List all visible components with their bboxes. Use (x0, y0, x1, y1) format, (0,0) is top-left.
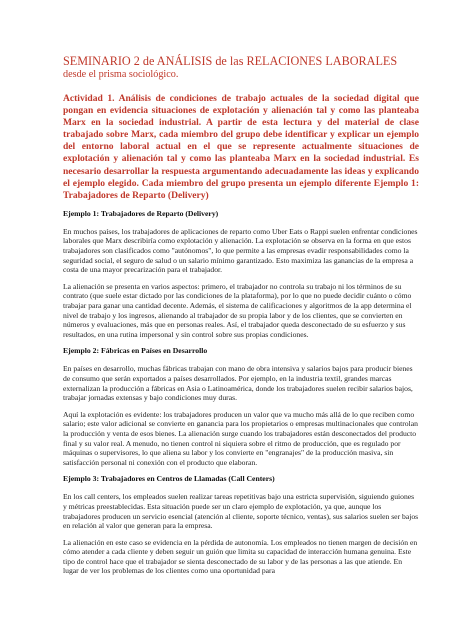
document-title: SEMINARIO 2 de ANÁLISIS de las RELACIONES LABORALES (63, 54, 398, 68)
example-1-paragraph-2: La alienación se presenta en varios aspectos: primero, el trabajador no controla su trabajo ni los términos de su contrato (que suele estar dictado por las condiciones de la plataforma), por lo que no puede decidir cuánto o cómo trabajar para ganar una cantidad decente. Además, el sistema de calificaciones y algoritmos de la app determina el nivel de trabajo y los ingresos, alienando al trabajador de su propia labor y de los clientes, que se convierten en números y evaluaciones, más que en personas reales. Así, el trabajador queda desconectado de su esfuerzo y sus resultados, en una rutina impersonal y sin control sobre sus propias condiciones. (63, 281, 412, 339)
example-3-paragraph-2: La alienación en este caso se evidencia en la pérdida de autonomía. Los empleados no tienen margen de decisión en cómo atender a cada cliente y deben seguir un guión que limita su capacidad de interacción humana genuina. Este tipo de control hace que el trabajador se sienta desconectado de su labor y de las personas a las que atiende. En lugar de ver los problemas de los clientes como una oportunidad para (63, 537, 418, 576)
activity-instructions: Actividad 1. Análisis de condiciones de trabajo actuales de la sociedad digital que pongan en evidencia situaciones de explotación y alienación tal y como las planteaba Marx en la sociedad industrial. A partir de esta lectura y del material de clase trabajado sobre Marx, cada miembro del grupo debe identificar y explicar un ejemplo del entorno laboral actual en el que se represente actualmente situaciones de explotación y alienación tal y como las planteaba Marx en la sociedad industrial. Es necesario desarrollar la respuesta argumentando adecuadamente las ideas y explicando el ejemplo elegido. Cada miembro del grupo presenta un ejemplo diferente Ejemplo 1: Trabajadores de Reparto (Delivery) (63, 93, 419, 201)
example-1-paragraph-1: En muchos países, los trabajadores de aplicaciones de reparto como Uber Eats o Rappi suelen enfrentar condiciones laborales que Marx describiría como explotación y alienación. La explotación se observa en la forma en que estos trabajadores son clasificados como "autónomos", lo que permite a las empresas evadir responsabilidades como la seguridad social, el seguro de salud o un salario mínimo garantizado. Esto maximiza las ganancias de la empresa a costa de una mayor precarización para el trabajador. (63, 226, 418, 275)
example-1-heading: Ejemplo 1: Trabajadores de Reparto (Delivery) (63, 208, 219, 218)
example-3-paragraph-1: En los call centers, los empleados suelen realizar tareas repetitivas bajo una estricta supervisión, siguiendo guiones y métricas preestablecidas. Esta situación puede ser un claro ejemplo de explotación, ya que, aunque los trabajadores producen un servicio esencial (atención al cliente, soporte técnico, ventas), sus salarios suelen ser bajos en relación al valor que generan para la empresa. (63, 492, 419, 531)
example-2-paragraph-1: En países en desarrollo, muchas fábricas trabajan con mano de obra intensiva y salarios bajos para producir bienes de consumo que serán exportados a países desarrollados. Por ejemplo, en la industria textil, grandes marcas externalizan la producción a fábricas en Asia o Latinoamérica, donde los trabajadores suelen recibir salarios bajos, trabajar jornadas extensas y bajo condiciones muy duras. (63, 364, 413, 403)
document-content (63, 54, 419, 583)
example-3-heading: Ejemplo 3: Trabajadores en Centros de Llamadas (Call Centers) (63, 474, 275, 484)
example-2-heading: Ejemplo 2: Fábricas en Países en Desarrollo (63, 346, 208, 356)
example-2-paragraph-2: Aquí la explotación es evidente: los trabajadores producen un valor que va mucho más allá de lo que reciben como salario; este valor adicional se convierte en ganancia para los propietarios o empresas multinacionales que controlan la producción y venta de esos bienes. La alienación surge cuando los trabajadores están desconectados del producto final y su valor real. A menudo, no tienen control ni siquiera sobre el ritmo de producción, que es regulado por máquinas o supervisores, lo que aliena su labor y los convierte en "engranajes" de la producción masiva, sin satisfacción personal ni conexión con el producto que elaboran. (63, 409, 418, 467)
document-subtitle: desde el prisma sociológico. (63, 69, 179, 80)
